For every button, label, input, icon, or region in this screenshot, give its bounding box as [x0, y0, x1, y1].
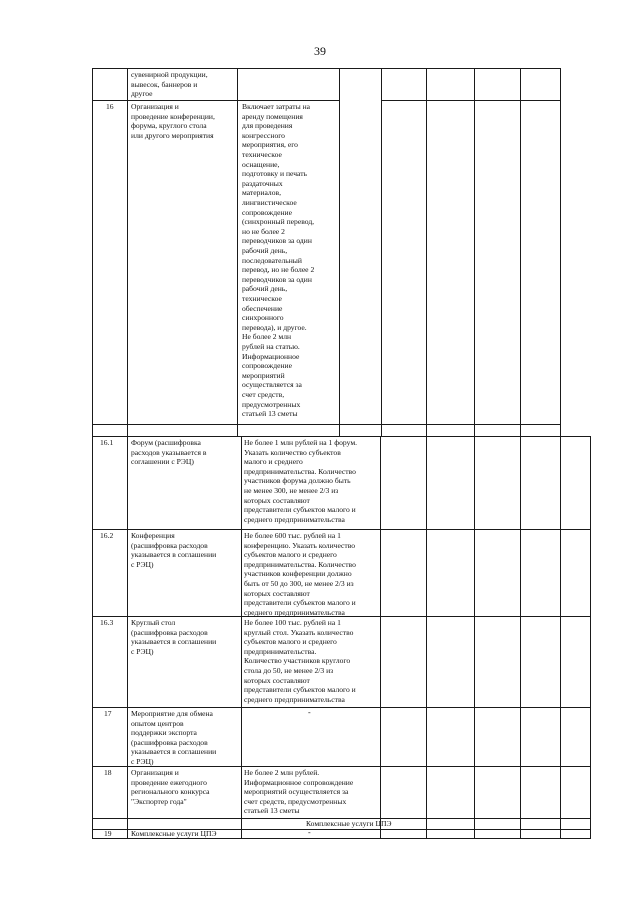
row-number: 16.3 — [100, 618, 114, 627]
empty-value-dash: - — [308, 828, 311, 837]
column-rule — [560, 436, 561, 839]
item-description-line: раздаточных — [242, 178, 283, 188]
column-rule — [92, 436, 93, 839]
item-name-line: Конференция — [131, 531, 175, 540]
item-description-line: рабочий день, — [242, 246, 288, 255]
column-rule — [426, 68, 427, 425]
item-description-line: Не более 100 тыс. рублей на 1 — [244, 618, 341, 627]
item-name-line: регионального конкурса — [131, 787, 210, 797]
item-description-line: Указать количество субъектов — [244, 447, 341, 457]
item-name-line: Круглый стол — [131, 618, 176, 627]
item-description-line: но не более 2 — [242, 226, 285, 236]
item-description-line: переводчиков за один — [242, 274, 312, 284]
item-description-line: конференцию. Указать количество — [244, 540, 356, 550]
column-rule — [92, 68, 93, 425]
row-rule — [92, 436, 591, 437]
item-name-line: указывается в соглашении — [131, 747, 217, 757]
column-rule — [474, 68, 475, 425]
item-description-line: перевода), и другое. — [242, 322, 307, 332]
item-description-line: круглый стол. Указать количество — [244, 627, 354, 637]
item-name-line: с РЭЦ) — [131, 646, 154, 656]
item-description-line: Не более 2 млн — [242, 332, 292, 342]
item-description-line: счет средств, — [242, 390, 285, 399]
item-description-line: быть от 50 до 300, не менее 2/3 из — [244, 579, 354, 588]
column-rule — [474, 436, 475, 839]
row-number: 16 — [106, 102, 114, 111]
item-description-line: Количество участников круглого — [244, 656, 351, 666]
item-name-line: (расшифровка расходов — [131, 627, 208, 637]
item-description-line: предпринимательства. Количество — [244, 559, 356, 569]
column-rule — [127, 436, 128, 839]
column-rule — [426, 436, 427, 839]
empty-value-dash: - — [308, 708, 311, 717]
row-rule — [92, 707, 591, 708]
item-description-line: (синхронный перевод, — [242, 217, 315, 227]
item-description-line: перевод, но не более 2 — [242, 265, 315, 275]
item-description-line: субъектов малого и среднего — [244, 550, 337, 560]
row-rule — [92, 424, 561, 425]
item-name-line: с РЭЦ) — [131, 757, 154, 766]
item-description-line: представители субъектов малого и — [244, 505, 356, 515]
item-description-line: субъектов малого и среднего — [244, 637, 337, 647]
item-description-line: осуществляется за — [242, 380, 302, 390]
item-description-line: среднего предпринимательства — [244, 607, 345, 617]
item-description-line: мероприятия, его — [242, 140, 298, 150]
item-name-line: проведение ежегодного — [131, 777, 207, 787]
column-rule — [127, 68, 128, 425]
column-rule — [381, 68, 382, 425]
item-description-line: последовательный — [242, 255, 302, 265]
item-description-line: которых составляют — [244, 675, 310, 685]
row-number: 16.2 — [100, 531, 114, 540]
row-number: 19 — [104, 829, 112, 838]
item-description-line: Информационное сопровождение — [244, 777, 354, 787]
item-description-line: сопровождение — [242, 207, 292, 217]
item-description-line: переводчиков за один — [242, 236, 312, 246]
item-description-line: техническое — [242, 294, 282, 303]
item-name-line: сувенирной продукции, — [131, 70, 208, 79]
item-description-line: рабочий день, — [242, 284, 288, 294]
item-name-line: проведение конференции, — [131, 111, 215, 121]
item-description-line: рублей на статью. — [242, 342, 300, 351]
item-description-line: Не более 2 млн рублей. — [244, 768, 320, 777]
item-description-line: материалов, — [242, 188, 281, 198]
section-header: Комплексные услуги ЦПЭ — [306, 819, 392, 828]
item-description-line: обеспечение — [242, 303, 283, 313]
item-name-line: Организация и — [131, 102, 179, 111]
item-description-line: статьей 13 сметы — [244, 806, 300, 816]
column-rule — [241, 436, 242, 839]
item-description-line: сопровождение — [242, 361, 292, 371]
column-rule — [560, 68, 561, 425]
item-name-line: расходов указывается в — [131, 447, 207, 457]
column-rule — [237, 68, 238, 425]
column-rule — [339, 68, 340, 425]
item-description-line: малого и среднего — [244, 457, 303, 467]
item-name-line: указывается в соглашении — [131, 550, 217, 560]
item-description-line: синхронного — [242, 313, 284, 323]
row-number: 17 — [104, 709, 112, 718]
item-description-line: среднего предпринимательства — [244, 514, 345, 524]
row-rule — [92, 100, 340, 101]
item-description-line: стола до 50, не менее 2/3 из — [244, 666, 334, 675]
row-rule — [381, 100, 561, 101]
item-name-line: (расшифровка расходов — [131, 737, 208, 747]
column-rule — [520, 436, 521, 839]
item-description-line: предпринимательства. Количество — [244, 466, 356, 476]
item-name-line: форума, круглого стола — [131, 121, 207, 131]
item-description-line: мероприятий осуществляется за — [244, 787, 349, 797]
item-description-line: мероприятий — [242, 370, 285, 380]
row-rule — [92, 766, 591, 767]
item-name-line: (расшифровка расходов — [131, 540, 208, 550]
item-description-line: лингвистическое — [242, 198, 297, 207]
item-description-line: предусмотренных — [242, 399, 301, 409]
item-description-line: Не более 600 тыс. рублей на 1 — [244, 531, 341, 540]
item-name-line: другое — [131, 89, 153, 99]
item-description-line: которых составляют — [244, 588, 310, 598]
item-description-line: Не более 1 млн рублей на 1 форум. — [244, 438, 358, 447]
column-rule — [590, 436, 591, 839]
item-description-line: подготовку и печать — [242, 169, 307, 179]
item-description-line: Включает затраты на — [242, 102, 311, 111]
column-rule — [520, 68, 521, 425]
item-description-line: счет средств, предусмотренных — [244, 796, 347, 806]
item-name-line: поддержки экспорта — [131, 728, 197, 738]
item-description-line: представители субъектов малого и — [244, 685, 356, 695]
item-description-line: техническое — [242, 150, 282, 159]
item-name-line: Мероприятие для обмена — [131, 709, 213, 718]
row-number: 18 — [104, 768, 112, 777]
item-description-line: предпринимательства. — [244, 646, 317, 656]
table-top-rule — [92, 68, 561, 69]
item-description-line: оснащение, — [242, 159, 280, 169]
item-name-line: с РЭЦ) — [131, 559, 154, 569]
item-description-line: конгрессного — [242, 130, 285, 140]
item-name-line: Организация и — [131, 768, 179, 777]
item-description-line: которых составляют — [244, 495, 310, 505]
item-description-line: участников форума должно быть — [244, 476, 351, 486]
item-name-line: или другого мероприятия — [131, 130, 214, 140]
item-name-line: Комплексные услуги ЦПЭ — [131, 829, 217, 838]
item-description-line: участников конференции должно — [244, 569, 352, 579]
item-name-line: Форум (расшифровка — [131, 438, 201, 447]
item-description-line: представители субъектов малого и — [244, 598, 356, 608]
item-description-line: Информационное — [242, 351, 300, 361]
page-number: 39 — [314, 44, 326, 58]
item-name-line: указывается в соглашении — [131, 637, 217, 647]
item-name-line: вывесок, баннеров и — [131, 79, 198, 89]
item-name-line: опытом центров — [131, 718, 184, 728]
item-name-line: "Экспортер года" — [131, 796, 187, 806]
item-description-line: статьей 13 сметы — [242, 409, 298, 419]
row-rule — [92, 529, 591, 530]
item-name-line: соглашении с РЭЦ) — [131, 457, 194, 467]
item-description-line: среднего предпринимательства — [244, 694, 345, 704]
item-description-line: не менее 300, не менее 2/3 из — [244, 486, 339, 495]
item-description-line: для проведения — [242, 121, 293, 131]
column-rule — [380, 436, 381, 839]
item-description-line: аренду помещения — [242, 111, 303, 121]
row-number: 16.1 — [100, 438, 114, 447]
